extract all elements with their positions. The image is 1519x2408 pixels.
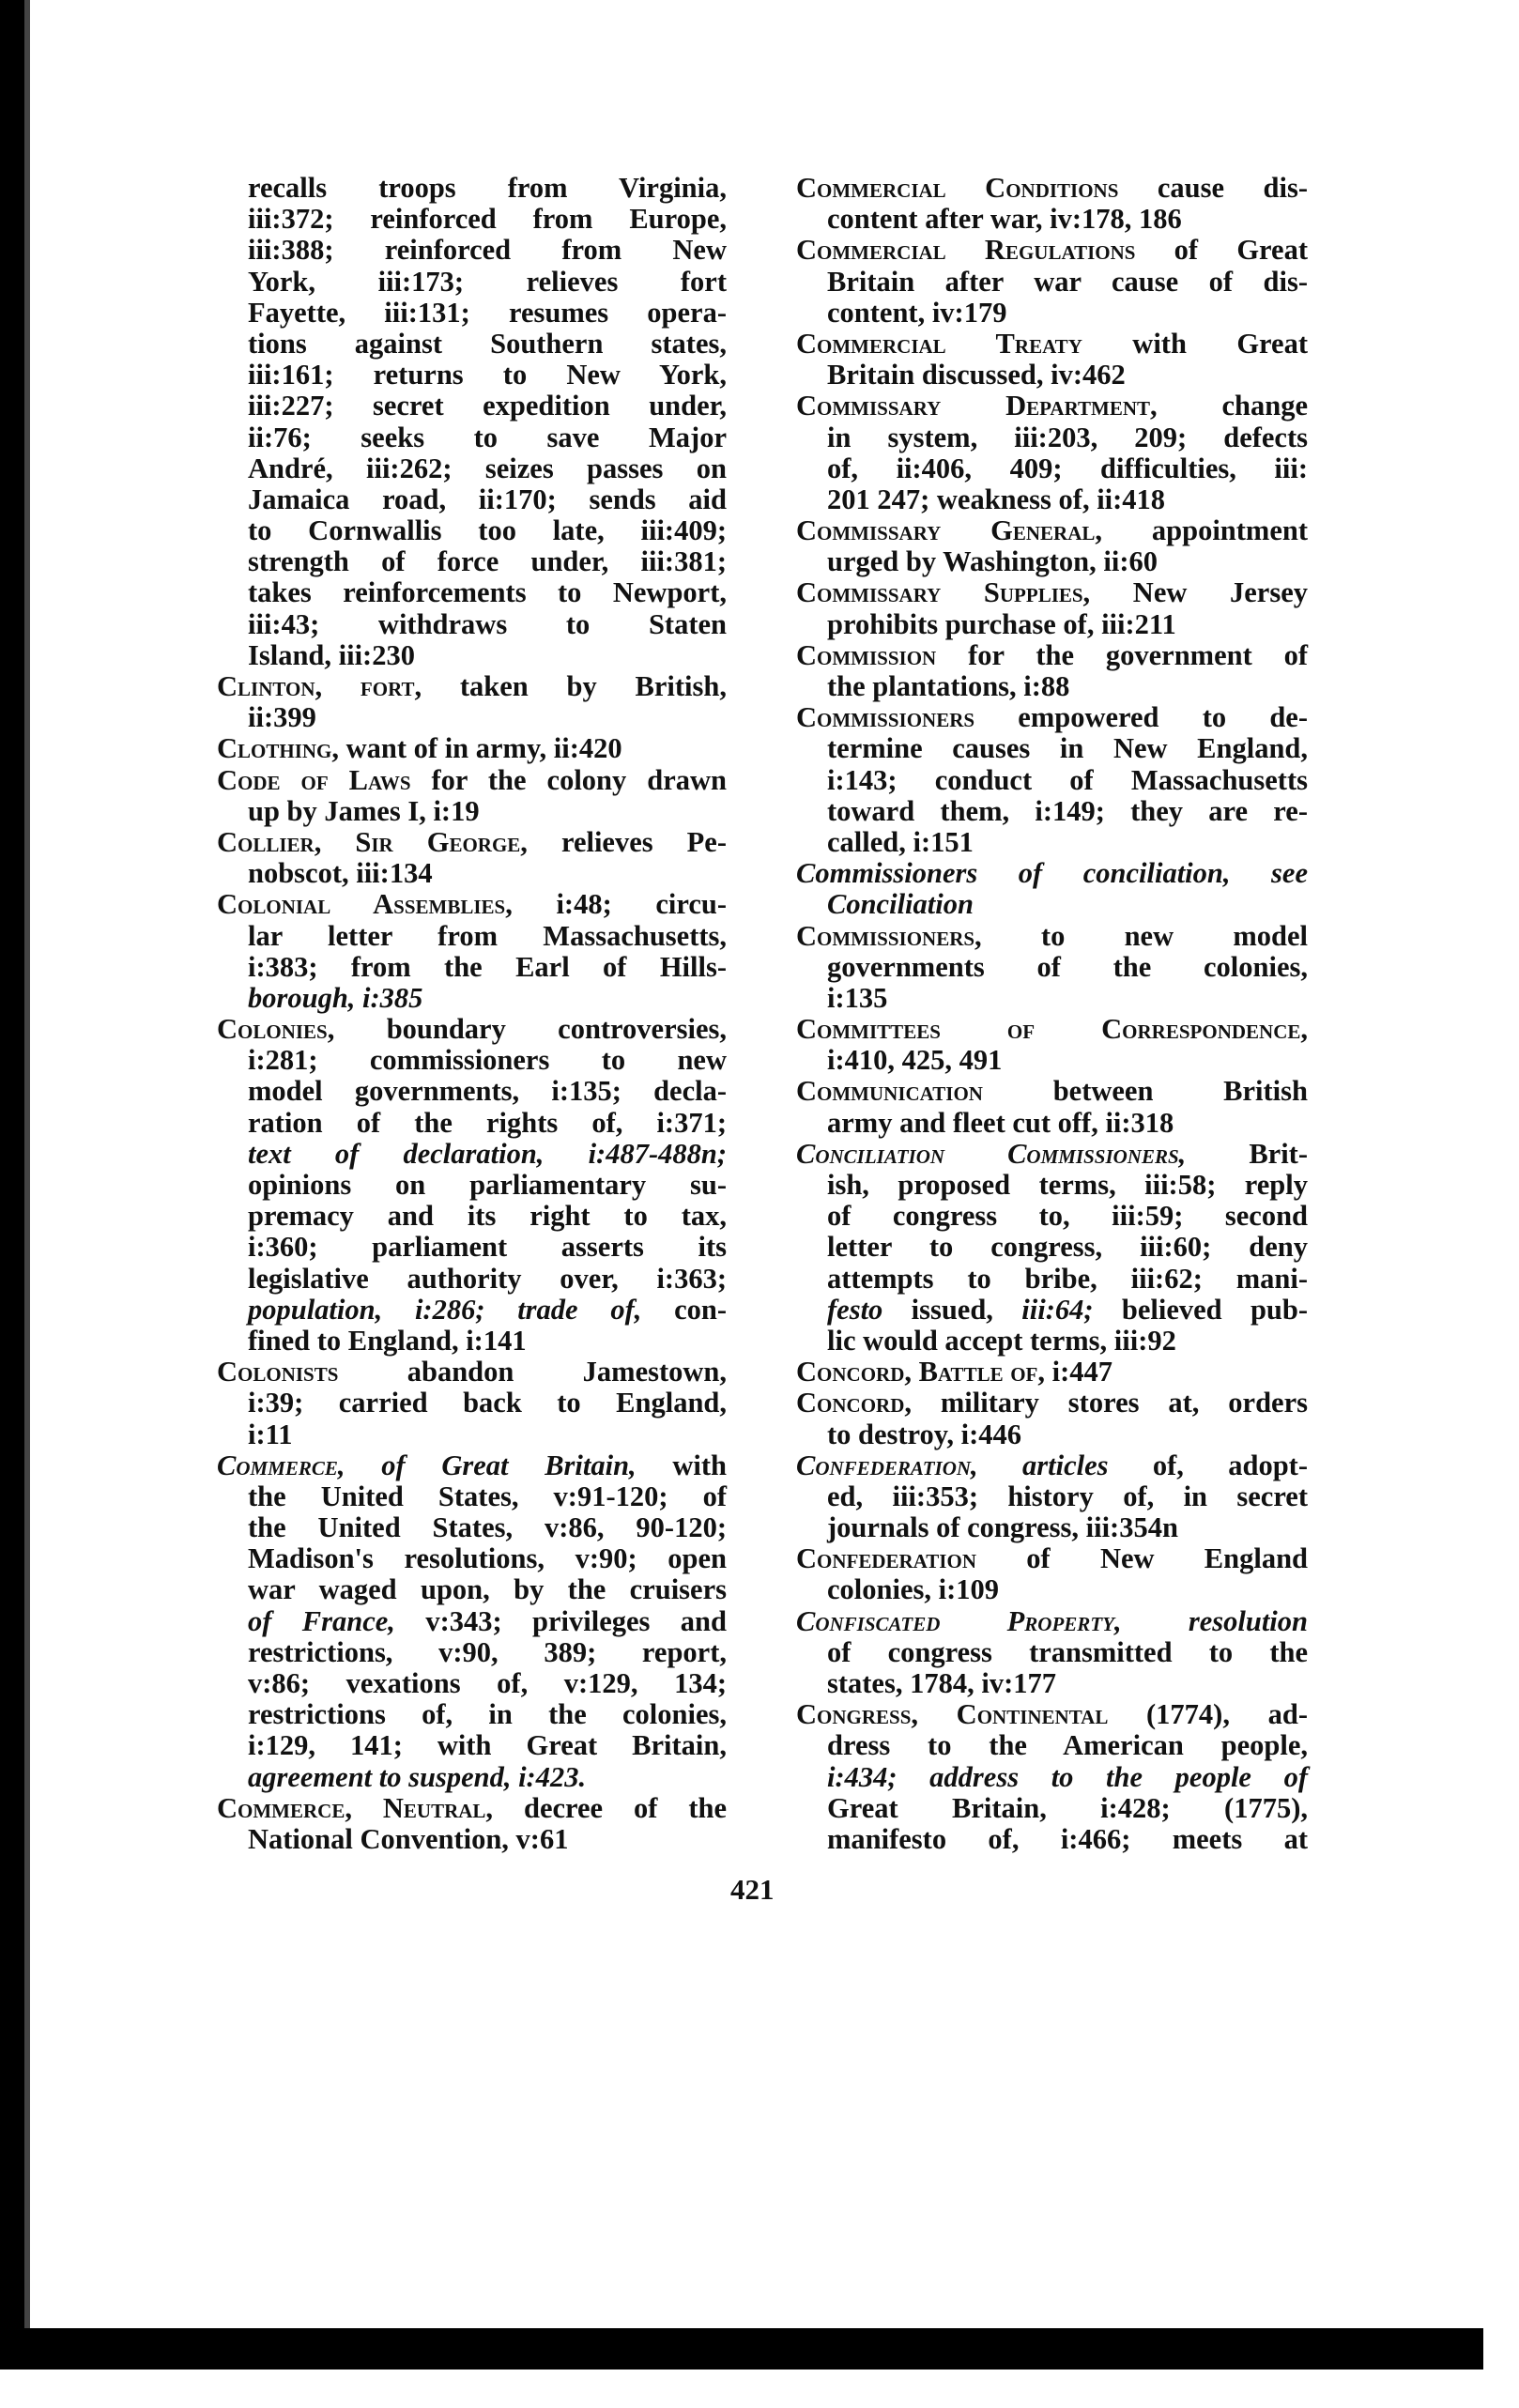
index-text: toward them, i:149; they are re- (827, 794, 1308, 827)
index-text: believed pub- (1093, 1293, 1308, 1326)
index-entry (796, 577, 1308, 639)
index-entry (796, 235, 1308, 329)
index-text: restrictions, v:90, 389; report, (248, 1635, 727, 1668)
index-entry-line (217, 640, 727, 671)
index-entry-line (796, 453, 1308, 484)
index-text: articles (977, 1449, 1109, 1481)
index-text: text of declaration, i:487-488n; (248, 1137, 727, 1170)
index-entry-heading-line (796, 921, 1308, 952)
index-entry (796, 1606, 1308, 1700)
index-entry-line (217, 1512, 727, 1543)
index-entry-line (796, 546, 1308, 577)
index-entry (796, 1357, 1308, 1388)
index-entry-line (217, 577, 727, 608)
index-text: prohibits purchase of, iii:211 (827, 607, 1176, 640)
index-text: Britain discussed, iv:462 (827, 359, 1126, 391)
index-text: iii:372; reinforced from Europe, (248, 203, 727, 236)
index-entry (217, 173, 727, 671)
index-entry-line (217, 391, 727, 422)
index-text: i:383; from the Earl of Hills- (248, 950, 727, 983)
index-entry-line (217, 702, 727, 733)
index-entry-line (217, 267, 727, 298)
index-text: strength of force under, iii:381; (248, 545, 727, 578)
index-text: with Great (1082, 327, 1308, 360)
index-heading-term: Commission (796, 638, 937, 671)
index-text: of congress to, iii:59; second (827, 1200, 1308, 1233)
index-text: the United States, v:91-120; of (248, 1480, 727, 1512)
index-text: colonies, i:109 (827, 1573, 999, 1606)
index-heading-term: Communication (796, 1075, 983, 1108)
index-text: legislative authority over, i:363; (248, 1262, 727, 1295)
book-binding-edge (0, 0, 24, 2347)
index-entry-heading-line (217, 827, 727, 858)
index-entry-line (217, 1139, 727, 1170)
index-entry-line (796, 1574, 1308, 1605)
index-text: i:11 (248, 1418, 293, 1450)
index-text: lar letter from Massachusetts, (248, 919, 727, 952)
index-text: military stores at, orders (911, 1387, 1308, 1419)
index-entry-line (796, 1668, 1308, 1699)
index-entry (796, 1139, 1308, 1357)
index-text: ii:76; seeks to save Major (248, 421, 727, 453)
index-entry-line (217, 298, 727, 329)
index-column-right (796, 173, 1308, 1855)
index-text: i:129, 141; with Great Britain, (248, 1729, 727, 1762)
index-entry (796, 515, 1308, 577)
index-entry (796, 1388, 1308, 1449)
book-binding-shadow (24, 0, 30, 2347)
index-entry-heading-line (796, 1543, 1308, 1574)
index-entry-line (217, 1295, 727, 1326)
index-text: tions against Southern states, (248, 327, 727, 360)
index-heading-term: Concord, (796, 1387, 912, 1419)
index-heading-term: Commercial Conditions (796, 172, 1119, 204)
index-entry-line (796, 1232, 1308, 1263)
index-text: iii:43; withdraws to Staten (248, 607, 727, 640)
index-entry-line (217, 484, 727, 515)
index-text: i:135 (827, 981, 888, 1014)
index-text: in system, iii:203, 209; defects (827, 421, 1308, 453)
index-entry-heading-line (796, 702, 1308, 733)
index-entry-heading-line (217, 671, 727, 702)
index-text: to destroy, i:446 (827, 1418, 1021, 1450)
index-text: i:410, 425, 491 (827, 1044, 1003, 1077)
index-entry-line (217, 1232, 727, 1263)
index-entry-line (796, 1201, 1308, 1232)
index-entry-line (217, 983, 727, 1014)
index-entry-heading-line (796, 1450, 1308, 1481)
index-text: of, ii:406, 409; difficulties, iii: (827, 452, 1308, 484)
index-text: fined to England, i:141 (248, 1324, 527, 1357)
index-entry-line (796, 671, 1308, 702)
index-text: relieves Pe- (527, 825, 727, 858)
index-heading-term: Clinton, fort, (217, 670, 422, 702)
index-entry (796, 391, 1308, 515)
index-entry-line (217, 1201, 727, 1232)
index-entry-line (796, 889, 1308, 920)
index-entry-line (217, 1543, 727, 1574)
index-text: for the colony drawn (410, 763, 727, 796)
index-text: iii:388; reinforced from New (248, 234, 727, 267)
index-entry-heading-line (217, 765, 727, 796)
index-entry-line (796, 484, 1308, 515)
index-heading-term: Commissioners, (796, 919, 982, 952)
index-text: Jamaica road, ii:170; sends aid (248, 483, 727, 515)
index-entry-line (796, 609, 1308, 640)
index-text: of Great (1135, 234, 1308, 267)
index-entry-heading-line (796, 1014, 1308, 1045)
index-entry-line (217, 204, 727, 235)
index-entry-heading-line (217, 1450, 727, 1481)
index-entry-line (796, 1264, 1308, 1295)
index-entry (796, 1076, 1308, 1138)
index-text: i:48; circu- (512, 888, 727, 921)
index-entry (796, 640, 1308, 702)
index-heading-term: Clothing, (217, 732, 340, 765)
index-text: New Jersey (1090, 576, 1308, 609)
index-entry-line (217, 515, 727, 546)
index-text: states, 1784, iv:177 (827, 1667, 1056, 1699)
index-text: content, iv:179 (827, 296, 1007, 329)
index-entry-line (217, 1388, 727, 1419)
index-entry-line (796, 298, 1308, 329)
index-entry-heading-line (796, 1076, 1308, 1107)
index-text: with (636, 1449, 727, 1481)
index-text: to new model (981, 919, 1308, 952)
index-entry-line (796, 1793, 1308, 1824)
index-entry-heading-line (217, 1793, 727, 1824)
index-text: empowered to de- (974, 701, 1308, 734)
index-text: ed, iii:353; history of, in secret (827, 1480, 1308, 1512)
index-text: ish, proposed terms, iii:58; reply (827, 1169, 1308, 1201)
index-text: recalls troops from Virginia, (248, 172, 727, 204)
index-text: of New England (976, 1542, 1308, 1575)
index-text: attempts to bribe, iii:62; mani- (827, 1262, 1308, 1295)
index-entry-heading-line (217, 889, 727, 920)
index-text: nobscot, iii:134 (248, 857, 433, 890)
index-entry-line (796, 983, 1308, 1014)
index-entry (217, 1793, 727, 1855)
index-entry (217, 1357, 727, 1450)
index-entry-line (217, 1108, 727, 1139)
index-entry-line (796, 765, 1308, 796)
index-text: Britain after war cause of dis- (827, 265, 1308, 298)
index-entry (796, 173, 1308, 235)
index-entry-line (217, 235, 727, 266)
index-text: taken by British, (422, 670, 727, 702)
index-entry-line (217, 1606, 727, 1637)
index-text: ii:399 (248, 701, 316, 734)
index-entry-line (796, 1045, 1308, 1076)
index-text: of, adopt- (1108, 1449, 1308, 1481)
index-text: cause dis- (1118, 172, 1308, 204)
index-entry-line (217, 796, 727, 827)
index-text: termine causes in New England, (827, 732, 1308, 765)
index-entry (217, 765, 727, 827)
index-text: the United States, v:86, 90-120; (248, 1511, 727, 1544)
index-text: iii:64; (1021, 1293, 1094, 1326)
index-text: manifesto of, i:466; meets at (827, 1822, 1308, 1855)
index-text: Madison's resolutions, v:90; open (248, 1542, 727, 1575)
index-heading-term: Commerce, (217, 1449, 345, 1481)
index-text: Island, iii:230 (248, 638, 415, 671)
index-entry-line (796, 952, 1308, 983)
index-text: Brit- (1186, 1137, 1308, 1170)
index-entry-line (796, 1419, 1308, 1450)
index-text: between British (982, 1075, 1308, 1108)
index-entry-line (796, 827, 1308, 858)
index-text: Great Britain, i:428; (1775), (827, 1791, 1308, 1824)
index-text: want of in army, ii:420 (339, 732, 622, 765)
index-entry-line (217, 1824, 727, 1855)
index-heading-term: Concord, Battle of, (796, 1356, 1045, 1388)
index-entry-line (796, 1108, 1308, 1139)
index-text: premacy and its right to tax, (248, 1200, 727, 1233)
index-heading-term: Committees of Correspondence, (796, 1013, 1308, 1046)
index-entry-line (796, 796, 1308, 827)
index-entry-heading-line (796, 640, 1308, 671)
index-column-left (217, 173, 727, 1855)
index-entry-line (217, 1264, 727, 1295)
index-text: boundary controversies, (334, 1013, 727, 1046)
index-heading-term: Commissary General, (796, 514, 1103, 547)
index-entry (796, 329, 1308, 391)
index-entry-line (217, 1326, 727, 1357)
index-entry (796, 1450, 1308, 1544)
index-entry-line (796, 422, 1308, 453)
index-text: Commissioners of conciliation, see (796, 857, 1308, 890)
index-text: content after war, iv:178, 186 (827, 203, 1182, 236)
index-entry-line (217, 422, 727, 453)
index-text: York, iii:173; relieves fort (248, 265, 727, 298)
index-text: 201 247; weakness of, ii:418 (827, 483, 1166, 515)
index-entry-heading-line (796, 235, 1308, 266)
index-text: opinions on parliamentary su- (248, 1169, 727, 1201)
page-bottom-edge (0, 2328, 1483, 2370)
index-entry-line (217, 546, 727, 577)
index-entry (796, 1014, 1308, 1076)
index-text: festo (827, 1293, 883, 1326)
index-entry (217, 733, 727, 764)
index-entry (796, 921, 1308, 1015)
index-heading-term: Collier, Sir George, (217, 825, 528, 858)
index-text: resolution (1121, 1604, 1308, 1637)
index-heading-term: Confiscated Property, (796, 1604, 1122, 1637)
index-text: iii:227; secret expedition under, (248, 390, 727, 422)
index-text: urged by Washington, ii:60 (827, 545, 1158, 578)
index-text: National Convention, v:61 (248, 1822, 569, 1855)
index-entry-line (796, 267, 1308, 298)
index-heading-term: Conciliation Commissioners, (796, 1137, 1187, 1170)
index-entry-line (217, 1076, 727, 1107)
index-heading-term: Commercial Regulations (796, 234, 1136, 267)
index-text: change (1157, 390, 1308, 422)
index-heading-term: Code of Laws (217, 763, 411, 796)
index-text: borough, i:385 (248, 981, 423, 1014)
index-text: i:434; address to the people of (827, 1760, 1308, 1793)
index-entry-line (796, 1170, 1308, 1201)
index-entry-line (217, 1637, 727, 1668)
index-entry-line (796, 1762, 1308, 1793)
index-text: called, i:151 (827, 825, 974, 858)
index-text: (1774), ad- (1108, 1698, 1309, 1731)
index-heading-term: Confederation (796, 1542, 976, 1575)
index-text: of congress transmitted to the (827, 1635, 1308, 1668)
index-entry (217, 1014, 727, 1357)
index-text: v:343; privileges and (394, 1604, 727, 1637)
index-entry-line (796, 1326, 1308, 1357)
index-entry-line (217, 453, 727, 484)
index-entry-heading-line (217, 1014, 727, 1045)
page-number: 421 (730, 1873, 775, 1906)
index-entry-line (796, 1730, 1308, 1761)
index-heading-term: Commissioners (796, 701, 975, 734)
index-entry (796, 702, 1308, 858)
index-entry-line (217, 858, 727, 889)
index-entry-heading-line (796, 391, 1308, 422)
index-entry-heading-line (217, 1357, 727, 1388)
index-entry-line (217, 921, 727, 952)
index-text: of France, (248, 1604, 395, 1637)
index-text: i:39; carried back to England, (248, 1387, 727, 1419)
index-entry-line (796, 1512, 1308, 1543)
index-entry-heading-line (796, 858, 1308, 889)
index-entry-line (796, 1481, 1308, 1512)
index-text: appointment (1102, 514, 1308, 547)
index-text: for the government of (936, 638, 1308, 671)
index-heading-term: Colonists (217, 1356, 339, 1388)
index-entry-line (217, 329, 727, 360)
index-text: letter to congress, iii:60; deny (827, 1231, 1308, 1264)
index-text: con- (641, 1293, 727, 1326)
index-entry-line (217, 1668, 727, 1699)
index-text: i:447 (1045, 1356, 1113, 1388)
index-entry-heading-line (796, 329, 1308, 360)
index-heading-term: Commissary Supplies, (796, 576, 1091, 609)
index-text: population, i:286; trade of, (248, 1293, 642, 1326)
index-text: journals of congress, iii:354n (827, 1511, 1178, 1544)
index-entry (796, 1543, 1308, 1605)
index-entry (217, 671, 727, 733)
index-entry-line (217, 1762, 727, 1793)
index-entry-line (796, 1824, 1308, 1855)
index-heading-term: Commissary Department, (796, 390, 1158, 422)
index-entry-heading-line (796, 1606, 1308, 1637)
index-entry-line (796, 1295, 1308, 1326)
index-entry-heading-line (796, 173, 1308, 204)
index-text: of Great Britain, (345, 1449, 637, 1481)
index-entry-heading-line (796, 1699, 1308, 1730)
index-heading-term: Congress, Continental (796, 1698, 1109, 1731)
index-text: agreement to suspend, i:423. (248, 1760, 587, 1793)
index-entry-line (796, 1637, 1308, 1668)
index-entry (796, 858, 1308, 920)
index-text: i:360; parliament asserts its (248, 1231, 727, 1264)
index-entry (796, 1699, 1308, 1855)
index-text: v:86; vexations of, v:129, 134; (248, 1667, 727, 1699)
index-text: up by James I, i:19 (248, 794, 480, 827)
index-text: model governments, i:135; decla- (248, 1075, 727, 1108)
index-entry-line (796, 733, 1308, 764)
index-text: army and fleet cut off, ii:318 (827, 1106, 1174, 1139)
index-entry-line (217, 1045, 727, 1076)
index-text: lic would accept terms, iii:92 (827, 1324, 1176, 1357)
index-entry-line (217, 1699, 727, 1730)
index-entry-heading-line (796, 1139, 1308, 1170)
index-entry (217, 1450, 727, 1793)
index-text: André, iii:262; seizes passes on (248, 452, 727, 484)
index-entry-line (217, 1170, 727, 1201)
index-entry-line (217, 1419, 727, 1450)
index-text: war waged upon, by the cruisers (248, 1573, 727, 1606)
index-text: decree of the (493, 1791, 727, 1824)
index-heading-term: Commerce, Neutral, (217, 1791, 494, 1824)
index-text: to Cornwallis too late, iii:409; (248, 514, 727, 547)
index-entry-line (217, 360, 727, 391)
index-text: iii:161; returns to New York, (248, 359, 727, 391)
index-entry-line (217, 173, 727, 204)
index-entry-heading-line (796, 515, 1308, 546)
index-entry-line (217, 609, 727, 640)
index-entry-line (217, 1730, 727, 1761)
index-entry-heading-line (796, 1388, 1308, 1419)
index-text: dress to the American people, (827, 1729, 1308, 1762)
index-text: issued, (882, 1293, 1022, 1326)
index-text: ration of the rights of, i:371; (248, 1106, 727, 1139)
index-text: abandon Jamestown, (338, 1356, 727, 1388)
index-text: governments of the colonies, (827, 950, 1308, 983)
index-entry-line (217, 1481, 727, 1512)
index-heading-term: Colonies, (217, 1013, 335, 1046)
index-entry (217, 827, 727, 889)
index-entry-heading-line (217, 733, 727, 764)
index-text: Fayette, iii:131; resumes opera- (248, 296, 727, 329)
index-entry-line (796, 204, 1308, 235)
index-text: takes reinforcements to Newport, (248, 576, 727, 609)
index-text: i:281; commissioners to new (248, 1044, 727, 1077)
index-text: i:143; conduct of Massachusetts (827, 763, 1308, 796)
index-heading-term: Colonial Assemblies, (217, 888, 513, 921)
index-entry-heading-line (796, 577, 1308, 608)
index-entry (217, 889, 727, 1014)
index-entry-heading-line (796, 1357, 1308, 1388)
index-heading-term: Confederation, (796, 1449, 978, 1481)
index-entry-line (217, 1574, 727, 1605)
index-text: the plantations, i:88 (827, 670, 1070, 702)
index-text: Conciliation (827, 888, 974, 921)
index-entry-line (217, 952, 727, 983)
index-heading-term: Commercial Treaty (796, 327, 1082, 360)
index-entry-line (796, 360, 1308, 391)
index-text: restrictions of, in the colonies, (248, 1698, 727, 1731)
